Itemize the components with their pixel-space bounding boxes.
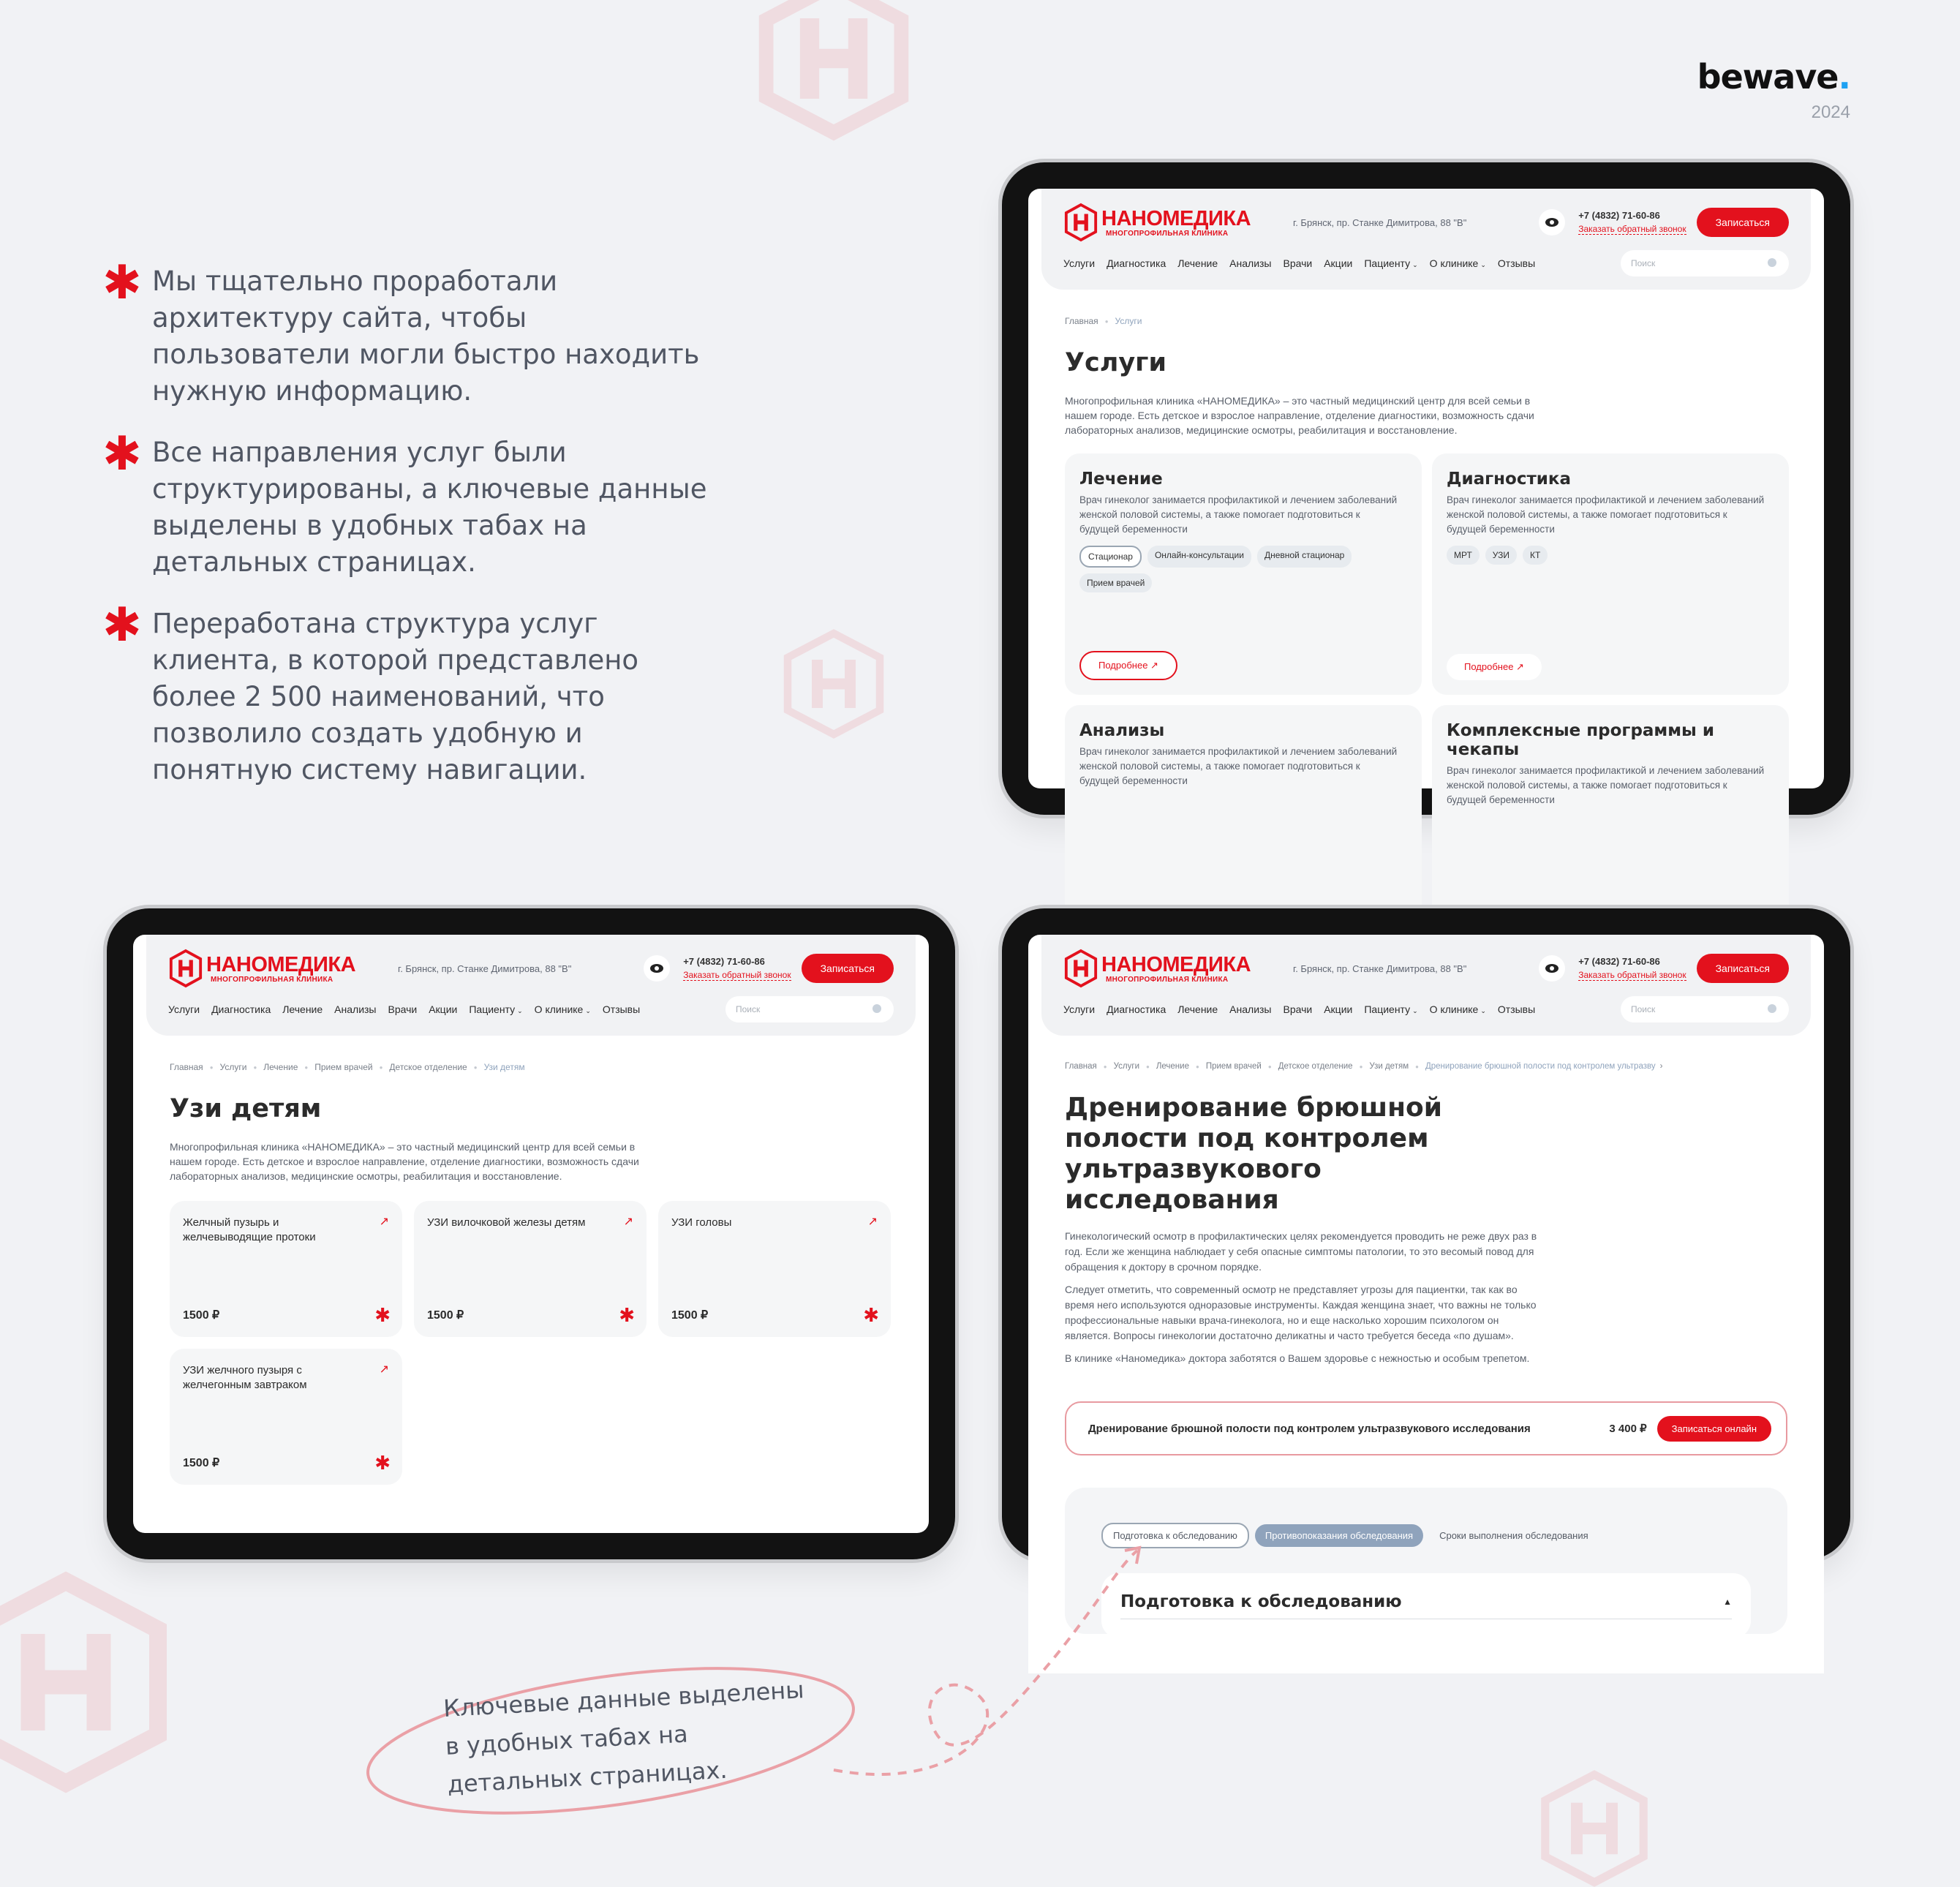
breadcrumb-item[interactable]: Лечение [1156,1062,1189,1071]
nav-item-doctors[interactable]: Врачи [1283,1003,1313,1015]
site-header [1041,935,1811,1036]
product-price: 1500 ₽ [671,1309,709,1322]
nav-item-promotions[interactable]: Акции [429,1003,458,1015]
bg-logo-mark-left [0,1551,176,1814]
service-tag[interactable]: МРТ [1447,546,1480,565]
brand-year: 2024 [1811,102,1850,122]
breadcrumb-item[interactable]: Прием врачей [1205,1062,1262,1071]
chevron-down-icon: ⌄ [1412,261,1418,268]
brand-dot: . [1838,57,1850,97]
accordion-title: Подготовка к обследованию [1120,1592,1402,1611]
logo-subtitle: МНОГОПРОФИЛЬНАЯ КЛИНИКА [211,975,333,984]
page-title: Услуги [1065,348,1166,377]
nav-item-doctors[interactable]: Врачи [1283,257,1313,269]
bg-logo-mark-top [724,0,943,139]
nav-item-treatment[interactable]: Лечение [282,1003,323,1015]
nav-item-services[interactable]: Услуги [168,1003,200,1015]
intro-point [102,256,717,410]
logo-subtitle: МНОГОПРОФИЛЬНАЯ КЛИНИКА [1106,975,1229,984]
clinic-logo-icon [1063,949,1098,987]
nav-item-patient[interactable] [1364,1003,1417,1015]
service-card-desc: Врач гинеколог занимается профилактикой и лечением заболеваний женской половой системы, а также помогает подготовиться к будущей беременности [1447,494,1765,535]
nav-item-patient[interactable] [1364,257,1417,269]
nav-item-about[interactable] [1430,1003,1486,1015]
service-card-title: Диагностика [1447,470,1572,489]
accessibility-eye-icon[interactable] [1539,209,1565,236]
services-screen [1028,189,1824,805]
search-input[interactable] [1621,250,1789,276]
main-nav [168,996,894,1022]
page-lead: Многопрофильная клиника «НАНОМЕДИКА» – это частный медицинский центр для всей семьи в нашем городе. Есть детское и взрослое направление, отделение диагностики, возможность сдачи лабораторных анализов, медицинские осмотры, реабилитация и восстановление. [1065,395,1534,436]
breadcrumb: Главная ● Услуги ● Лечение ● Прием врачей ● Детское отделение ● Узи детям ● Дренирование брюшной полости под контролем ультразву › [1065,1062,1663,1071]
signup-button[interactable]: Записаться [802,954,894,983]
article-paragraph: Гинекологический осмотр в профилактических целях рекомендуется проводить не реже двух раз в год. Если же женщина наблюдает у себя опасные симптомы патологии, то это весомый повод для обращения к доктору в срочном порядке. [1065,1230,1537,1273]
logo-name: НАНОМЕДИКА [1101,206,1251,230]
accessibility-eye-icon[interactable] [644,955,670,982]
breadcrumb-item[interactable]: Детское отделение [389,1062,467,1072]
nav-label: О клинике [1429,257,1479,269]
tab-contraindications[interactable]: Противопоказания обследования [1255,1524,1423,1547]
product-price: 1500 ₽ [427,1309,464,1322]
service-tag[interactable]: Прием врачей [1079,573,1152,592]
phone-number[interactable]: +7 (4832) 71-60-86 [1578,956,1660,967]
asterisk-icon: ✱ [102,598,142,652]
callout-text: Ключевые данные выделены в удобных табах на детальных страницах. [442,1676,805,1799]
article-paragraph: В клинике «Наномедика» доктора заботятся о Вашем здоровье с нежностью и особым трепетом. [1065,1352,1530,1364]
breadcrumb-current: Услуги [1115,316,1142,326]
product-price: 1500 ₽ [183,1457,220,1469]
arrow-up-right-icon: ↗ [379,1363,389,1376]
search-placeholder: Поиск [1631,258,1656,268]
bg-logo-mark-mid [779,629,889,739]
breadcrumb-item[interactable]: Услуги [219,1062,247,1072]
intro-point [102,427,717,581]
signup-button[interactable]: Записаться [1697,954,1789,983]
nav-label: Пациенту [1364,1003,1411,1015]
chevron-up-icon: ▲ [1723,1597,1732,1607]
more-button[interactable]: Подробнее ↗ [1447,654,1542,680]
breadcrumb-item[interactable]: Главная [1065,1062,1097,1071]
nav-item-promotions[interactable]: Акции [1324,1003,1353,1015]
breadcrumb-item[interactable]: Лечение [263,1062,298,1072]
logo-name: НАНОМЕДИКА [1101,952,1251,976]
breadcrumb-item[interactable]: Узи детям [1369,1062,1409,1071]
clinic-logo-icon [168,949,203,987]
page-lead: Многопрофильная клиника «НАНОМЕДИКА» – это частный медицинский центр для всей семьи в нашем городе. Есть детское и взрослое направление, отделение диагностики, возможность сдачи лабораторных анализов, медицинские осмотры, реабилитация и восстановление. [170,1141,639,1182]
tab-timing[interactable]: Сроки выполнения обследования [1439,1530,1588,1541]
callback-link[interactable]: Заказать обратный звонок [1578,224,1686,234]
breadcrumb: Главная ● Услуги ● Лечение ● Прием врачей ● Детское отделение ● Узи детям [170,1062,525,1072]
logo-subtitle: МНОГОПРОФИЛЬНАЯ КЛИНИКА [1106,229,1229,238]
service-card-title: Анализы [1079,721,1165,740]
service-tag[interactable]: Онлайн-консультации [1147,546,1251,568]
nav-item-services[interactable]: Услуги [1063,1003,1096,1015]
chevron-down-icon: ⌄ [517,1007,523,1014]
breadcrumb-current: Узи детям [483,1062,525,1072]
nav-item-promotions[interactable]: Акции [1324,257,1353,269]
search-placeholder: Поиск [736,1004,761,1014]
service-card-title: Комплексные программы и чекапы [1447,721,1714,759]
service-tag[interactable]: КТ [1523,546,1548,565]
clinic-logo-icon [1063,203,1098,241]
tablet-services [1002,162,1850,815]
phone-number[interactable]: +7 (4832) 71-60-86 [1578,210,1660,221]
service-card-treatment[interactable] [1065,453,1422,695]
clinic-logo[interactable] [1063,949,1251,987]
page-title: Дренирование брюшной полости под контролем ультразвукового исследования [1065,1093,1442,1215]
breadcrumb-item[interactable]: Детское отделение [1278,1062,1353,1071]
intro-point-text: Все направления услуг были структурированы, а ключевые данные выделены в удобных табах на детальных страницах. [152,437,707,578]
asterisk-icon: ✱ [863,1305,879,1327]
product-name: УЗИ желчного пузыря с желчегонным завтраком [183,1364,307,1391]
callback-link[interactable]: Заказать обратный звонок [683,970,791,980]
nav-item-analyses[interactable]: Анализы [334,1003,377,1015]
asterisk-icon: ✱ [102,256,142,310]
callback-link[interactable]: Заказать обратный звонок [1578,970,1686,980]
nav-item-reviews[interactable]: Отзывы [1497,1003,1536,1015]
nav-label: Пациенту [1364,257,1411,269]
phone-number[interactable]: +7 (4832) 71-60-86 [683,956,765,967]
nav-item-treatment[interactable]: Лечение [1177,257,1218,269]
nav-item-analyses[interactable]: Анализы [1229,257,1272,269]
nav-item-diagnostics[interactable]: Диагностика [211,1003,271,1015]
more-button[interactable]: Подробнее ↗ [1079,651,1177,680]
service-tag[interactable]: Стационар [1079,546,1142,568]
nav-item-patient[interactable] [469,1003,522,1015]
asterisk-icon: ✱ [374,1453,391,1474]
clinic-address: г. Брянск, пр. Станке Димитрова, 88 "В" [398,963,572,974]
product-price: 1500 ₽ [183,1309,220,1322]
chevron-right-icon: › [1659,1062,1663,1071]
nav-item-about[interactable] [1430,257,1486,269]
service-tag[interactable]: УЗИ [1485,546,1517,565]
nav-item-about[interactable] [535,1003,591,1015]
chevron-down-icon: ⌄ [1480,261,1486,268]
callout [362,1638,867,1828]
chevron-down-icon: ⌄ [585,1007,591,1014]
asterisk-icon: ✱ [374,1305,391,1327]
breadcrumb: Главная ● Услуги [1065,316,1142,326]
breadcrumb-item[interactable]: Прием врачей [314,1062,373,1072]
breadcrumb-item[interactable]: Главная [170,1062,203,1072]
agency-brand [1697,57,1850,123]
arrow-up-right-icon: ↗ [379,1216,389,1228]
search-icon [1767,1003,1779,1015]
service-card-desc: Врач гинеколог занимается профилактикой и лечением заболеваний женской половой системы, а также помогает подготовиться к будущей беременности [1079,746,1398,786]
nav-item-diagnostics[interactable]: Диагностика [1107,1003,1166,1015]
asterisk-icon: ✱ [102,427,142,481]
nav-label: Пациенту [469,1003,516,1015]
nav-item-treatment[interactable]: Лечение [1177,1003,1218,1015]
chevron-down-icon: ⌄ [1412,1007,1418,1014]
brand-name: bewave [1697,57,1839,97]
service-card-title: Лечение [1079,470,1163,489]
nav-label: О клинике [1429,1003,1479,1015]
intro-point-text: Мы тщательно проработали архитектуру сайта, чтобы пользователи могли быстро находить нужную информацию. [152,265,700,407]
service-card-desc: Врач гинеколог занимается профилактикой и лечением заболеваний женской половой системы, а также помогает подготовиться к будущей беременности [1079,494,1398,535]
bg-logo-mark-bottom [1536,1770,1653,1887]
signup-button[interactable]: Записаться [1697,208,1789,237]
intro-point-text: Переработана структура услуг клиента, в которой представлено более 2 500 наименований, что позволило создать удобную и понятную систему навигации. [152,608,639,786]
order-price: 3 400 ₽ [1609,1423,1647,1435]
clinic-logo[interactable] [168,949,355,987]
site-header [1041,189,1811,290]
product-name: УЗИ головы [671,1216,732,1229]
nav-item-diagnostics[interactable]: Диагностика [1107,257,1166,269]
logo-name: НАНОМЕДИКА [206,952,356,976]
tab-preparation[interactable]: Подготовка к обследованию [1101,1523,1249,1548]
arrow-up-right-icon: ↗ [623,1216,633,1228]
search-icon [1767,257,1779,269]
nav-item-analyses[interactable]: Анализы [1229,1003,1272,1015]
page-title: Узи детям [170,1094,322,1123]
arrow-up-right-icon: ↗ [867,1216,878,1228]
nav-item-services[interactable]: Услуги [1063,257,1096,269]
breadcrumb-item[interactable]: Услуги [1113,1062,1139,1071]
search-input[interactable] [1621,996,1789,1022]
article-paragraph: Следует отметить, что современный осмотр не представляет угрозы для пациентки, так как во время него используются одноразовые инструменты. Каждая женщина знает, что важны не только профессиональные навыки врача-гинеколога, но и еще насколько хорошим психологом он является. Вопросы гинекологии достаточно деликатны и часто требуется беседа «по душам». [1065,1284,1537,1341]
clinic-logo[interactable] [1063,203,1251,241]
service-card-diagnostics[interactable] [1432,453,1789,695]
book-online-button[interactable]: Записаться онлайн [1657,1416,1771,1442]
nav-item-reviews[interactable]: Отзывы [1497,257,1536,269]
main-nav [1063,996,1789,1022]
product-name: УЗИ вилочковой железы детям [427,1216,586,1229]
main-nav [1063,250,1789,276]
nav-item-reviews[interactable]: Отзывы [602,1003,641,1015]
product-name: Желчный пузырь и желчевыводящие протоки [183,1216,316,1243]
service-card-desc: Врач гинеколог занимается профилактикой и лечением заболеваний женской половой системы, а также помогает подготовиться к будущей беременности [1447,765,1765,805]
nav-label: О клинике [534,1003,584,1015]
service-tag[interactable]: Дневной стационар [1257,546,1352,568]
chevron-down-icon: ⌄ [1480,1007,1486,1014]
clinic-address: г. Брянск, пр. Станке Димитрова, 88 "В" [1293,216,1467,228]
search-placeholder: Поиск [1631,1004,1656,1014]
clinic-address: г. Брянск, пр. Станке Димитрова, 88 "В" [1293,963,1467,974]
search-input[interactable] [725,996,894,1022]
asterisk-icon: ✱ [619,1305,635,1327]
accessibility-eye-icon[interactable] [1539,955,1565,982]
breadcrumb-item[interactable]: Главная [1065,316,1098,326]
site-header [146,935,916,1036]
intro-points [102,256,717,813]
service-cards [1065,453,1787,946]
search-icon [872,1003,883,1015]
intro-point [102,598,717,788]
breadcrumb-current: Дренирование брюшной полости под контролем ультразву [1425,1062,1656,1071]
order-service-name: Дренирование брюшной полости под контролем ультразвукового исследования [1088,1422,1531,1435]
nav-item-doctors[interactable]: Врачи [388,1003,418,1015]
